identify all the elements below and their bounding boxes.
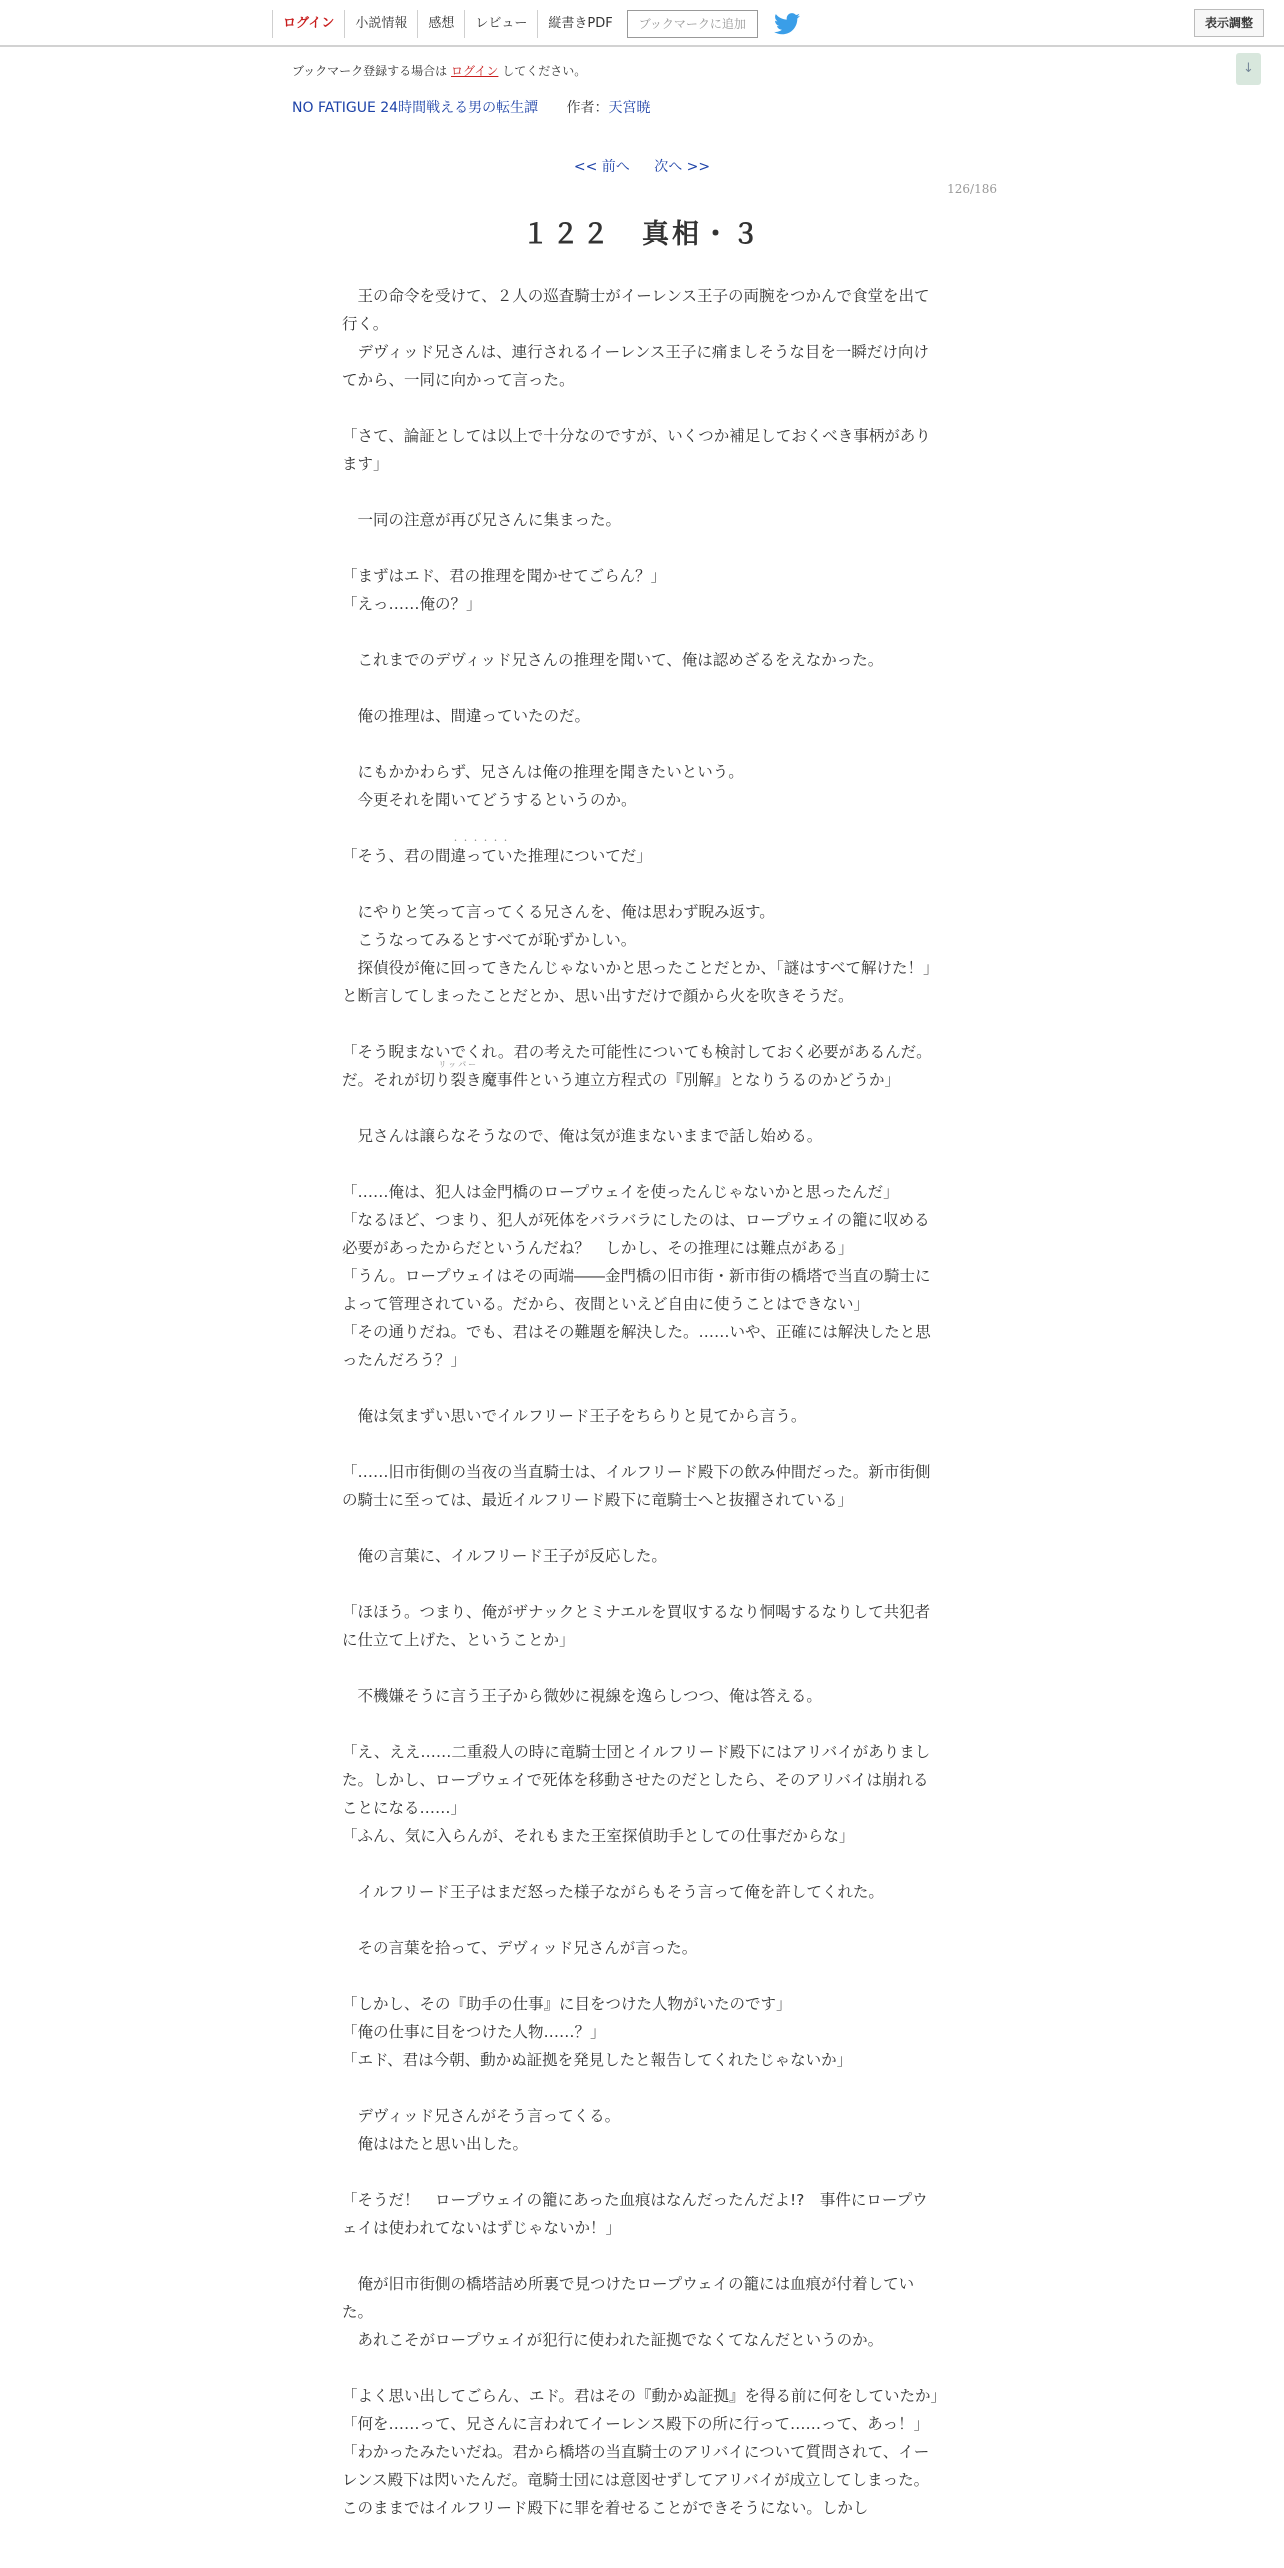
- body-paragraph: 「まずはエド、君の推理を聞かせてごらん？」: [342, 567, 667, 585]
- body-paragraph: [342, 394, 942, 422]
- body-paragraph: 「え、ええ……二重殺人の時に竜騎士団とイルフリード殿下にはアリバイがありました。しかし、ロープウェイで死体を移動させたのだとしたら、そのアリバイは崩れることになる……」: [342, 1743, 931, 1817]
- body-paragraph: [342, 1060, 942, 1094]
- ruby-annotation: ・・・・・・: [451, 836, 512, 845]
- body-paragraph: 「……俺は、犯人は金門橋のロープウェイを使ったんじゃないかと思ったんだ」: [342, 1183, 899, 1201]
- body-paragraph: 「エド、君は今朝、動かぬ証拠を発見したと報告してくれたじゃないか」: [342, 2051, 853, 2069]
- body-paragraph: [342, 1514, 942, 1542]
- body-paragraph: その言葉を拾って、デヴィッド兄さんが言った。: [342, 1939, 698, 1957]
- body-paragraph: [342, 1906, 942, 1934]
- body-paragraph: これまでのデヴィッド兄さんの推理を聞いて、俺は認めざるをえなかった。: [342, 651, 884, 669]
- ruby-base: 間違っていた: [435, 847, 529, 865]
- body-paragraph: にやりと笑って言ってくる兄さんを、俺は思わず睨み返す。: [342, 903, 775, 921]
- body-paragraph: [342, 478, 942, 506]
- prev-chapter-link[interactable]: << 前へ: [573, 159, 630, 175]
- body-paragraph: [342, 730, 942, 758]
- bookmark-note-before: ブックマーク登録する場合は: [292, 64, 448, 78]
- body-paragraph: 「ほほう。つまり、俺がザナックとミナエルを買収するなり恫喝するなりして共犯者に仕立て上げた、ということか」: [342, 1603, 931, 1649]
- body-paragraph: 今更それを聞いてどうするというのか。: [342, 791, 637, 809]
- next-chapter-link[interactable]: 次へ >>: [654, 159, 711, 175]
- body-paragraph: にもかかわらず、兄さんは俺の推理を聞きたいという。: [342, 763, 744, 781]
- twitter-icon[interactable]: [774, 13, 800, 35]
- body-paragraph: 俺が旧市街側の橋塔詰め所裏で見つけたロープウェイの籠には血痕が付着していた。: [342, 2275, 915, 2321]
- body-paragraph: [342, 1850, 942, 1878]
- ruby-annotation: リッパー: [438, 1060, 479, 1069]
- impressions-link[interactable]: 感想: [417, 10, 464, 38]
- bookmark-note: [292, 62, 586, 79]
- body-paragraph: 「しかし、その『助手の仕事』に目をつけた人物がいたのです」: [342, 1995, 792, 2013]
- ruby-line-text: 「そう、君の: [342, 847, 436, 865]
- ruby-text: [435, 836, 529, 870]
- body-paragraph: 「うん。ロープウェイはその両端――金門橋の旧市街・新市街の橋塔で当直の騎士によって管理されている。だから、夜間といえど自由に使うことはできない」: [342, 1267, 931, 1313]
- body-paragraph: [342, 814, 942, 842]
- body-paragraph: [342, 1654, 942, 1682]
- vertical-pdf-link[interactable]: 縦書きPDF: [537, 10, 622, 38]
- login-link[interactable]: ログイン: [272, 10, 344, 38]
- body-paragraph: [342, 870, 942, 898]
- body-paragraph: 「わかったみたいだね。君から橋塔の当直騎士のアリバイについて質問されて、イーレンス殿下は閃いたんだ。竜騎士団には意図せずしてアリバイが成立してしまった。このままではイルフリード殿下に罪を着せることができそうにない。しかし: [342, 2443, 930, 2517]
- body-paragraph: [342, 674, 942, 702]
- body-paragraph: 「ふん、気に入らんが、それもまた王室探偵助手としての仕事だからな」: [342, 1827, 855, 1845]
- bookmark-note-after: してください。: [502, 64, 587, 78]
- series-title-link[interactable]: NO FATIGUE 24時間戦える男の転生譚: [292, 100, 539, 116]
- body-paragraph: [342, 618, 942, 646]
- author-label: 作者：: [566, 100, 609, 116]
- chapter-pager: [0, 156, 1284, 176]
- ruby-text: [419, 1060, 498, 1094]
- body-paragraph: イルフリード王子はまだ怒った様子ながらもそう言って俺を許してくれた。: [342, 1883, 884, 1901]
- body-paragraph: 俺の推理は、間違っていたのだ。: [342, 707, 591, 725]
- body-paragraph: 「俺の仕事に目をつけた人物……？」: [342, 2023, 606, 2041]
- global-nav: [272, 9, 800, 39]
- scroll-down-button[interactable]: ↓: [1236, 53, 1261, 85]
- body-paragraph: [342, 1094, 942, 1122]
- series-info: [292, 97, 651, 117]
- body-paragraph: 「えっ……俺の？」: [342, 595, 482, 613]
- body-paragraph: 俺ははたと思い出した。: [342, 2135, 529, 2153]
- body-paragraph: 「その通りだね。でも、君はその難題を解決した。……いや、正確には解決したと思ったんだろう？」: [342, 1323, 931, 1369]
- chapter-title: １２２ 真相・３: [522, 219, 762, 250]
- add-bookmark-button[interactable]: ブックマークに追加: [627, 10, 758, 38]
- body-paragraph: [342, 534, 942, 562]
- body-paragraph: 「……旧市街側の当夜の当直騎士は、イルフリード殿下の飲み仲間だった。新市街側の騎士に至っては、最近イルフリード殿下に竜騎士へと抜擢されている」: [342, 1463, 931, 1509]
- ruby-line-text: だ。それが: [342, 1071, 420, 1089]
- body-paragraph: デヴィッド兄さんは、連行されるイーレンス王子に痛ましそうな目を一瞬だけ向けてから、一同に向かって言った。: [342, 343, 929, 389]
- display-settings-button[interactable]: 表示調整: [1194, 9, 1264, 37]
- review-link[interactable]: レビュー: [464, 10, 537, 38]
- bookmark-login-link[interactable]: ログイン: [451, 64, 499, 78]
- ruby-line-text: 事件という連立方程式の『別解』となりうるのかどうか」: [497, 1071, 901, 1089]
- body-paragraph: 「そう睨まないでくれ。君の考えた可能性についても検討しておく必要があるんだ。: [342, 1043, 932, 1061]
- body-paragraph: 不機嫌そうに言う王子から微妙に視線を逸らしつつ、俺は答える。: [342, 1687, 822, 1705]
- body-paragraph: [342, 2242, 942, 2270]
- novel-body: [342, 282, 947, 2522]
- body-paragraph: あれこそがロープウェイが犯行に使われた証拠でなくてなんだというのか。: [342, 2331, 884, 2349]
- body-paragraph: [342, 1962, 942, 1990]
- ruby-base: 切り裂き魔: [419, 1071, 498, 1089]
- body-paragraph: デヴィッド兄さんがそう言ってくる。: [342, 2107, 621, 2125]
- body-paragraph: [342, 1010, 942, 1038]
- body-paragraph: 「何を……って、兄さんに言われてイーレンス殿下の所に行って……って、あっ！」: [342, 2415, 930, 2433]
- body-paragraph: [342, 2158, 942, 2186]
- body-paragraph: [342, 1710, 942, 1738]
- body-paragraph: 「なるほど、つまり、犯人が死体をバラバラにしたのは、ロープウェイの籠に収める必要があったからだというんだね？ しかし、その推理には難点がある」: [342, 1211, 930, 1257]
- body-paragraph: 王の命令を受けて、２人の巡査騎士がイーレンス王子の両腕をつかんで食堂を出て行く。: [342, 287, 930, 333]
- author-link[interactable]: 天宮暁: [608, 100, 651, 116]
- ruby-line-text: 推理についてだ」: [528, 847, 652, 865]
- body-paragraph: 探偵役が俺に回ってきたんじゃないかと思ったことだとか、「謎はすべて解けた！」と断言してしまったことだとか、思い出すだけで顔から火を吹きそうだ。: [342, 959, 939, 1005]
- body-paragraph: [342, 1374, 942, 1402]
- body-paragraph: [342, 1430, 942, 1458]
- body-paragraph: [342, 1570, 942, 1598]
- body-paragraph: [342, 2074, 942, 2102]
- body-paragraph: [342, 1150, 942, 1178]
- body-paragraph: [342, 2354, 942, 2382]
- header-bar: [0, 0, 1284, 47]
- body-paragraph: 兄さんは譲らなそうなので、俺は気が進まないままで話し始める。: [342, 1127, 823, 1145]
- body-paragraph: 「そうだ！ ロープウェイの籠にあった血痕はなんだったんだよ!? 事件にロープウェイは使われてないはずじゃないか！」: [342, 2191, 928, 2237]
- chapter-count: 126/186: [947, 182, 997, 196]
- body-paragraph: こうなってみるとすべてが恥ずかしい。: [342, 931, 637, 949]
- body-paragraph: 「さて、論証としては以上で十分なのですが、いくつか補足しておくべき事柄があります」: [342, 427, 931, 473]
- body-paragraph: 一同の注意が再び兄さんに集まった。: [342, 511, 622, 529]
- body-paragraph: 「よく思い出してごらん、エド。君はその『動かぬ証拠』を得る前に何をしていたか」: [342, 2387, 947, 2405]
- novel-info-link[interactable]: 小説情報: [344, 10, 417, 38]
- body-paragraph: [342, 836, 942, 870]
- body-paragraph: 俺は気まずい思いでイルフリード王子をちらりと見てから言う。: [342, 1407, 807, 1425]
- body-paragraph: 俺の言葉に、イルフリード王子が反応した。: [342, 1547, 667, 1565]
